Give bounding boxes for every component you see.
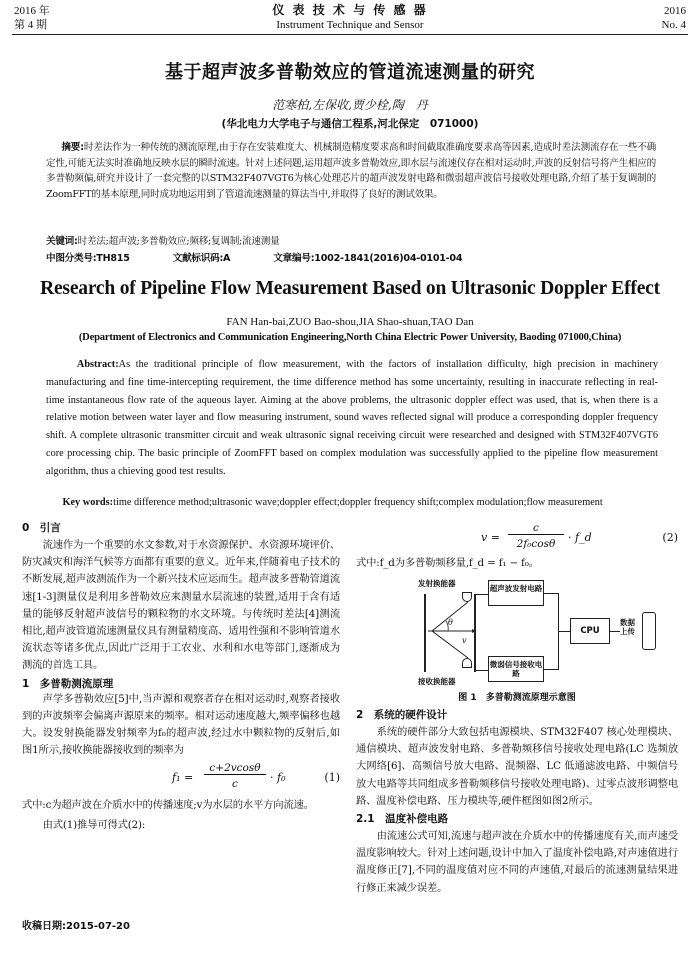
connector-tx: [476, 594, 488, 595]
eq2-numerator: c: [508, 522, 564, 535]
keywords-cn-label: 关键词:: [46, 236, 78, 247]
section-2-1-paragraph: 由流速公式可知,流速与超声波在介质水中的传播速度有关,而声速受温度影响较大。针对上述问题,设计中加入了温度补偿电路,对声速值进行温度修正[7],不同的温度值对应不同的声速值,对最后的流速测量结果进行修正来减少误差。: [356, 830, 678, 894]
section-2-heading: 2 系统的硬件设计: [356, 709, 448, 721]
eq1-number: (1): [324, 771, 340, 785]
cpu-box: CPU: [570, 618, 610, 644]
keywords-en-label: Key words:: [62, 497, 114, 508]
figure-1-caption: 图 1 多普勒测流原理示意图: [458, 693, 576, 703]
connector-rx-cpu: [544, 669, 558, 670]
eq2-number: (2): [662, 531, 678, 544]
header-year: 2016 年: [14, 5, 50, 17]
tx-transducer-label: 发射换能器: [418, 579, 456, 588]
eq2-tail: · f_d: [568, 531, 592, 544]
equation-1: [22, 761, 340, 797]
document-code: 文献标识码:A: [172, 253, 231, 264]
upload-label: 数据上传: [620, 618, 635, 636]
abstract-en-text: As the traditional principle of flow measurement, with the factors of installation difficulty, high precision in machinery manufacturing and fine time-intercepting requirement, the time difference method has some uncertainty, resulting in inaccurate reflecting in real-time instantaneous flow rate of the aqueous layer. Aiming at the above problems, the ultrasonic doppler effect was used, that is, when there is a relative motion between water layer and flow measuring instrument, sound waves reflected signal will produce a corresponding doppler frequency shift. A complete ultrasonic transmitter circuit and weak ultrasonic signal receiving circuit were researched and designed with STM32F407VGT6 core processing chip. The basic principle of ZoomFFT based on complex modulation was successfully applied to the pipeline flow measurement algorithm, thus a chieving good test results.: [46, 359, 658, 477]
keywords-en-text: time difference method;ultrasonic wave;doppler effect;doppler frequency shift;complex modulation;flow measurement: [113, 497, 603, 508]
right-column-body: [356, 707, 678, 897]
connector-cpu-upload: [610, 631, 620, 632]
abstract-cn: [46, 140, 656, 202]
section-0-paragraph: 流速作为一个重要的水文参数,对于水资源保护、水资源环境评价、防灾减灾和海洋气候等方面都有重要的意义。近年来,伴随着电子技术的不断发展,超声波测流作为一个新兴技术应运而生。超声波多普勒管道流速[1-3]测量仪是利用多普勒效应来测量水层流速的装置,适用于含有适量的能够反射超声波信号的颗粒物的水文环境。与传统时差法[4]测流相比,超声波管道流速测量仪具有测量精度高、适用性强和不影响管道水流状态等诸多优点,因此广泛用于工农业、水利和水电等部门,逐渐成为测流的首选工具。: [22, 539, 340, 672]
journal-title-cn: 仪 表 技 术 与 传 感 器: [272, 3, 428, 17]
eq2-lhs: v =: [481, 531, 500, 544]
rx-transducer-label: 接收换能器: [418, 677, 456, 686]
keywords-cn-text: 时差法;超声波;多普勒效应;频移;复调制;流速测量: [77, 236, 280, 247]
equation-2-note: 式中:f_d为多普勒频移量,f_d = f₁ − f₀。: [356, 557, 539, 569]
abstract-cn-text: 时差法作为一种传统的测流原理,由于存在安装难度大、机械制造精度要求高和时间截取准确度要求高等因素,造成时差法测流存在一些不确定性,可能无法实时准确地反映水层的瞬时流速。针对上述问题,运用超声波多普勒效应,即水层与流速仪存在相对运动时,声波的反射信号将产生相应的多普勒频偏,研究并设计了一套完整的以STM32F407VGT6为核心处理芯片的超声波发射电路和微弱超声波信号接收处理电路,介绍了基于复调制的ZoomFFT的基本原理,同时成功地运用到了管道流速测量的算法当中,并取得了良好的测试效果。: [46, 142, 656, 200]
abstract-cn-label: 摘要:: [61, 142, 84, 153]
section-1-paragraph-1: 声学多普勒效应[5]中,当声源和观察者存在相对运动时,观察者接收到的声波频率会偏离声源原来的频率。相对运动速度越大,频率偏移也越大。设发射换能器发射频率为f₀的超声波,经过水中颗粒物的反射后,如图1所示,接收换能器接收到的频率为: [22, 692, 340, 757]
header-year-en: 2016: [664, 5, 686, 17]
rx-circuit-box: 微弱信号接收电路: [488, 656, 544, 682]
paper-title-cn: 基于超声波多普勒效应的管道流速测量的研究: [165, 62, 535, 83]
eq1-numerator: c+2vcosθ: [204, 762, 266, 775]
keywords-cn: [46, 234, 656, 250]
connector-tx-cpu: [544, 593, 558, 594]
section-2-paragraph: 系统的硬件部分大致包括电源模块、STM32F407 核心处理模块、通信模块、超声波发射电路、多普勒频移信号接收处理电路(LC 选频放大网络[6]、高频信号放大电路、混频器、LC 低通滤波电路、中频信号放大电路等共同组成多普勒频移信号接收处理电路)、过零点波形调整电路、温度补偿电路、压力模块等,硬件框图如图2所示。: [356, 726, 678, 807]
left-column: [22, 520, 340, 834]
section-1-paragraph-3: 由式(1)推导可得式(2):: [42, 818, 146, 831]
journal-title-en: Instrument Technique and Sensor: [276, 19, 424, 31]
affiliation-cn: (华北电力大学电子与通信工程系,河北保定 071000): [221, 118, 479, 130]
tx-circuit-box: 超声波发射电路: [488, 580, 544, 606]
classification-line: [46, 251, 656, 267]
abstract-en-label: Abstract:: [76, 359, 119, 370]
header-issue: 第 4 期: [14, 19, 47, 31]
header-rule: [12, 34, 688, 35]
eq1-tail: · f₀: [270, 771, 286, 785]
header-issue-en: No. 4: [661, 19, 686, 31]
received-date: 收稿日期:2015-07-20: [22, 921, 130, 932]
computer-icon: [642, 612, 656, 650]
eq1-denominator: c: [232, 778, 238, 791]
section-1-heading: 1 多普勒测流原理: [22, 677, 114, 690]
keywords-en: [46, 496, 658, 510]
theta-label: θ: [448, 618, 453, 627]
connector-rx: [476, 670, 488, 671]
article-number: 文章编号:1002-1841(2016)04-0101-04: [273, 253, 463, 264]
clc-number: 中图分类号:TH815: [46, 253, 130, 264]
affiliation-en: (Department of Electronics and Communication Engineering,North China Electric Power University, Baoding 071000,China): [78, 332, 622, 343]
eq2-denominator: 2f₀cosθ: [516, 538, 556, 550]
section-2-1-heading: 2.1 温度补偿电路: [356, 813, 449, 826]
authors-cn: 范寒柏,左保收,贾少栓,陶 丹: [272, 98, 428, 112]
section-1-paragraph-2: 式中:c为超声波在介质水中的传播速度;v为水层的水平方向流速。: [22, 799, 314, 812]
figure-1-diagram: [418, 574, 658, 686]
abstract-en: [46, 356, 658, 481]
velocity-label: v: [462, 636, 467, 645]
authors-en: FAN Han-bai,ZUO Bao-shou,JIA Shao-shuan,TAO Dan: [226, 316, 474, 328]
section-0-heading: 0 引言: [22, 522, 61, 534]
connector-to-cpu: [558, 631, 570, 632]
paper-title-en: Research of Pipeline Flow Measurement Based on Ultrasonic Doppler Effect: [40, 278, 660, 299]
eq1-lhs: f₁ =: [172, 771, 194, 785]
